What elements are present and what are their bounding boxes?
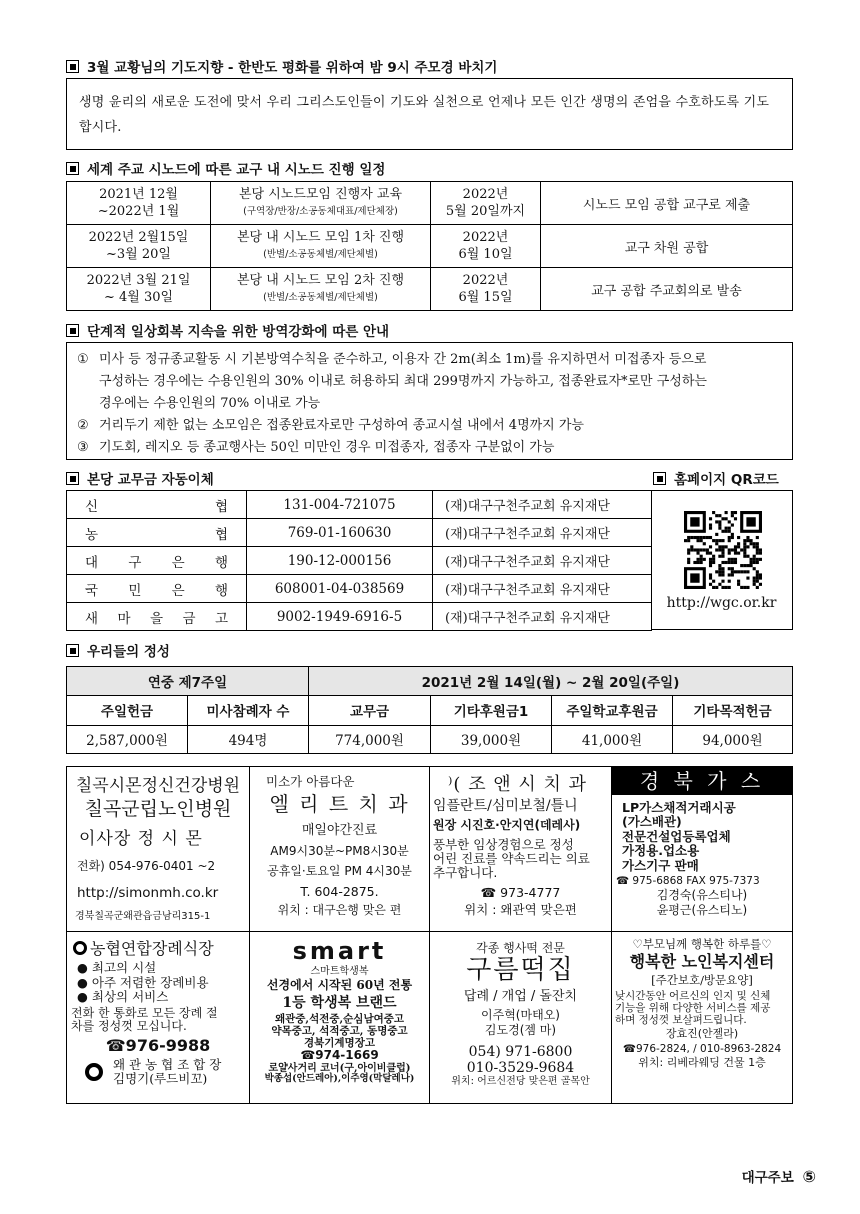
ad4-line3: (가스배관) [622,814,682,830]
ad6-line4: 1등 학생복 브랜드 [282,994,397,1011]
synod-due: 2022년 5월 20일까지 [431,182,541,225]
ad3-line1: ⁾( 조 앤 시 치 과 [448,774,588,795]
bank-heading: 본당 교무금 자동이체 [66,468,214,488]
synod-task: 본당 내 시노드 모임 1차 진행 (반별/소공동체별/제단체별) [211,225,431,268]
ad-elite-dental [250,766,430,932]
ad8-line1: ♡부모님께 행복한 하루를♡ [632,937,772,951]
prayer-text: 생명 윤리의 새로운 도전에 맞서 우리 그리스도인들이 기도와 실천으로 언제나 모든 인간 생명의 존엄을 수호하도록 기도합시다. [79,95,770,135]
synod-period: 2022년 2월15일 ~3월 20일 [67,225,211,268]
ad5-line3: ● 아주 저렴한 장례비용 [77,974,209,990]
ad6-line7: 경북기계명장고 [303,1037,375,1050]
ad8-line2: 행복한 노인복지센터 [629,952,775,972]
bank-table [66,490,652,631]
synod-due: 2022년 6월 15일 [431,268,541,311]
square-bullet-icon [66,644,79,657]
bank-account: 608001-04-038569 [247,575,433,603]
ad8-line8: ☎976-2824, / 010-8963-2824 [622,1042,782,1055]
homepage-url[interactable]: http://wgc.or.kr [666,595,777,611]
item-text: 기도회, 레지오 등 종교행사는 50인 미만인 경우 미접종자, 접종자 구분없이 가능 [99,440,555,455]
bank-row [67,575,652,603]
ad5-line8: 왜 관 농 협 조 합 장 [113,1056,222,1072]
bank-account: 9002-1949-6916-5 [247,603,433,631]
account-holder: (재)대구구천주교회 유지재단 [433,575,652,603]
account-holder: (재)대구구천주교회 유지재단 [433,491,652,519]
item-text: 거리두기 제한 없는 소모임은 접종완료자로만 구성하여 종교시설 내에서 4명까지 가능 [99,418,584,433]
ad2-line1: 미소가 아름다운 [266,774,355,789]
offering-value: 494명 [188,725,309,753]
offering-week: 연중 제7주일 [67,667,309,696]
bank-row [67,519,652,547]
offering-header: 교무금 [309,696,431,725]
synod-period: 2022년 3월 21일 ~ 4월 30일 [67,268,211,311]
ad1-line3: 이사장 정 시 몬 [79,829,203,850]
ad7-line3: 답례 / 개업 / 돌잔치 [463,988,578,1004]
offering-header: 기타후원금1 [431,696,552,725]
synod-result: 교구 차원 공합 [541,225,793,268]
offering-dates: 2021년 2월 14일(월) ~ 2월 20일(주일) [309,667,793,696]
quarantine-item [77,349,786,415]
ad5-line2: ● 최고의 시설 [77,960,157,976]
ad6-line3: 선경에서 시작된 60년 전통 [266,978,413,993]
nonghyup-logo-icon [73,941,87,955]
offering-header: 기타목적헌금 [673,696,793,725]
ad3-line8: 위치 : 왜관역 맞은편 [464,902,577,918]
ad5-line6: 차를 정성껏 모십니다. [71,1019,187,1034]
qr-code-icon[interactable] [684,511,762,589]
nonghyup-logo-icon [85,1063,103,1081]
ad6-line5: 왜관중,석전중,순심남여중고 [274,1012,405,1025]
ad6-line6: 약목중고, 석적중고, 동명중고 [271,1025,408,1038]
offering-table [66,666,793,754]
qr-heading: 홈페이지 QR코드 [653,468,779,488]
item-number: ② [77,418,89,433]
page-number: ⑤ [802,1167,816,1186]
offering-value: 94,000원 [673,725,793,753]
ad-chilgok-hospital [66,766,250,932]
ad5-line9: 김명기(루드비꼬) [113,1070,208,1086]
ad1-line1: 칠곡시몬정신건강병원 [75,776,241,796]
ad4-line8: 김경숙(유스티나) [656,887,748,902]
ad6-line9: 로얄사거리 코너(구,아이비클럽) [268,1062,411,1074]
square-bullet-icon [66,324,79,337]
square-bullet-icon [66,162,79,175]
footer-text: 대구주보 [741,1170,794,1186]
ad6-line10: 박종섭(안드레아),이주영(막달레나) [264,1073,415,1085]
ad-senior-welfare-center [612,932,793,1104]
bank-name: 국 민 은 행 [67,575,247,603]
ad3-line4: 풍부한 임상경험으로 정성 [433,836,574,852]
ad4-line1: 경 북 가 스 [612,767,792,795]
quarantine-item [77,437,786,459]
ad2-line4: AM9시30분~PM8시30분 [270,844,409,859]
ad3-line6: 추구합니다. [433,865,498,881]
ad7-line5: 김도경(젬 마) [484,1023,557,1038]
ad7-line8: 위치: 어르신전당 맞은편 골목안 [451,1076,590,1088]
qr-box [651,490,793,630]
offering-header: 주일헌금 [67,696,188,725]
synod-period: 2021년 12월 ~2022년 1월 [67,182,211,225]
bank-account: 769-01-160630 [247,519,433,547]
offering-header: 주일학교후원금 [552,696,673,725]
ad7-line2: 구름떡집 [466,954,575,985]
synod-due: 2022년 6월 10일 [431,225,541,268]
bank-name: 농 협 [67,519,247,547]
bank-name: 신 협 [67,491,247,519]
synod-task: 본당 시노드모임 진행자 교육 (구역장/반장/소공동체대표/제단체장) [211,182,431,225]
account-holder: (재)대구구천주교회 유지재단 [433,603,652,631]
ad5-line7: ☎976-9988 [105,1036,211,1056]
synod-table [66,181,793,311]
quarantine-item [77,415,786,437]
square-bullet-icon [653,472,666,485]
ad5-line1: 농협연합장례식장 [73,940,249,958]
offering-header: 미사참례자 수 [188,696,309,725]
ad6-line8: ☎974-1669 [300,1048,379,1063]
bank-row [67,547,652,575]
ad2-line2: 엘 리 트 치 과 [269,792,410,817]
ad-nonghyup-funeral [66,932,250,1104]
quarantine-box [66,342,793,460]
ad3-line7: ☎ 973-4777 [480,884,561,900]
synod-row [67,268,793,311]
ad5-line4: ● 최상의 서비스 [77,989,169,1005]
offering-heading: 우리들의 정성 [66,640,170,660]
ad1-line2: 칠곡군립노인병원 [84,797,232,820]
ad8-line6: 하며 정성껏 보살펴드립니다. [615,1013,747,1026]
ad4-line2: LP가스채적거래시공 [622,800,736,815]
ad3-line5: 어린 진료를 약속드리는 의료 [433,850,590,866]
ad2-line3: 매일야간진료 [301,823,378,839]
offering-value: 41,000원 [552,725,673,753]
bank-row [67,491,652,519]
ad8-line9: 위치: 리베라웨딩 건물 1층 [638,1055,766,1069]
page-footer [742,1166,816,1186]
bank-name: 대 구 은 행 [67,547,247,575]
bank-account: 190-12-000156 [247,547,433,575]
item-number: ① [77,352,89,367]
prayer-box [66,78,793,150]
ad3-line2: 임플란트/심미보철/틀니 [433,797,578,814]
tooth-logo-icon: ⁾( [448,774,462,795]
ad8-line5: 기능을 위해 다양한 서비스를 제공 [615,1001,771,1014]
ad2-line7: 위치 : 대구은행 맞은 편 [277,903,402,918]
prayer-heading: 3월 교황님의 기도지향 - 한반도 평화를 위하여 밤 9시 주모경 바치기 [66,56,497,76]
bank-row [67,603,652,631]
square-bullet-icon [66,60,79,73]
ad4-line7: ☎ 975-6868 FAX 975-7373 [616,874,760,887]
synod-result: 교구 공합 주교회의로 발송 [541,268,793,311]
offering-value: 2,587,000원 [67,725,188,753]
ad-joan-dental [430,766,612,932]
ad4-line6: 가스기구 판매 [622,857,699,873]
offering-value: 39,000원 [431,725,552,753]
ad6-line2: 스마트학생복 [310,965,369,977]
ad8-line7: 장효진(안젤라) [665,1027,739,1041]
ad8-line3: [주간보호/방문요양] [651,972,753,987]
ad4-line9: 윤평근(유스티노) [656,902,748,917]
ad-gyeongbuk-gas [612,766,793,932]
bank-account: 131-004-721075 [247,491,433,519]
synod-row [67,225,793,268]
ad4-line5: 가정용.업소용 [622,843,700,859]
ad5-signature [85,1058,249,1087]
ad7-line7: 010-3529-9684 [466,1060,575,1077]
synod-heading: 세계 주교 시노드에 따른 교구 내 시노드 진행 일정 [66,158,385,178]
square-bullet-icon [66,472,79,485]
ad2-line6: T. 604-2875. [300,883,379,899]
ad-smart-uniform [250,932,430,1104]
ad-gureum-ricecake [430,932,612,1104]
ad1-line4: 전화) 054-976-0401 ~2 [77,858,216,873]
item-text: 미사 등 정규종교활동 시 기본방역수칙을 준수하고, 이용자 간 2m(최소 1m)를 유지하면서 미접종자 등으로 구성하는 경우에는 수용인원의 30% 이내로 허용하되 최대 299명까지 가능하고, 접종완료자*로만 구성하는 경우에는 수용인원의 70% 이내로 가능 [99,352,707,411]
synod-row [67,182,793,225]
ad7-line4: 이주혁(마태오) [481,1007,560,1022]
ad1-line6: 경북칠곡군왜관읍금남리315-1 [75,911,211,923]
offering-value: 774,000원 [309,725,431,753]
ad3-line3: 원장 시진호·안지연(데레사) [433,817,581,832]
ad7-line1: 각종 행사떡 전문 [476,941,565,955]
ad7-line6: 054) 971-6800 [468,1044,573,1061]
ad2-line5: 공휴일·토요일 PM 4시30분 [267,864,412,879]
ad4-line4: 전문건설업등록업체 [622,828,731,844]
quarantine-heading: 단계적 일상회복 지속을 위한 방역강화에 따른 안내 [66,320,389,340]
ad6-line1: smart [292,937,387,965]
synod-task: 본당 내 시노드 모임 2차 진행 (반별/소공동체별/제단체별) [211,268,431,311]
synod-result: 시노드 모임 공합 교구로 제출 [541,182,793,225]
ad8-line4: 낮시간동안 어르신의 인지 및 신체 [615,989,771,1002]
account-holder: (재)대구구천주교회 유지재단 [433,519,652,547]
ad5-line5: 전화 한 통화로 모든 장례 절 [71,1005,218,1020]
bank-name: 새 마 을 금 고 [67,603,247,631]
item-number: ③ [77,440,89,455]
ad1-line5: http://simonmh.co.kr [77,884,219,901]
account-holder: (재)대구구천주교회 유지재단 [433,547,652,575]
